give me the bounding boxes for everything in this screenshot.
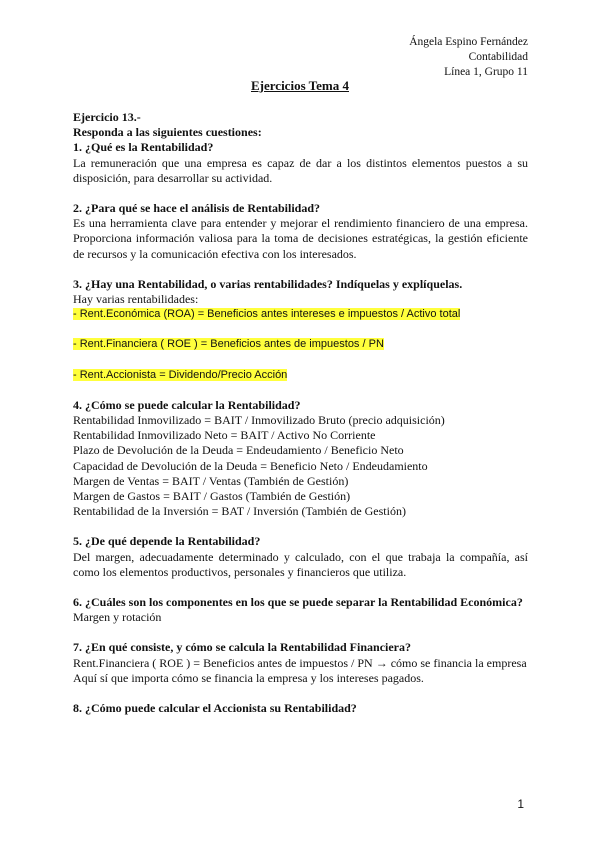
page-number: 1 bbox=[517, 797, 524, 811]
exercise-intro: Responda a las siguientes cuestiones: bbox=[73, 125, 262, 140]
answer-4-line: Rentabilidad de la Inversión = BAT / Inversión (También de Gestión) bbox=[73, 504, 406, 519]
answer-4-line: Margen de Ventas = BAIT / Ventas (También de Gestión) bbox=[73, 473, 349, 488]
question-5: 5. ¿De qué depende la Rentabilidad? bbox=[73, 534, 261, 549]
page-header bbox=[409, 35, 528, 80]
highlight: - Rent.Accionista = Dividendo/Precio Acción bbox=[73, 368, 288, 381]
document-body bbox=[73, 110, 528, 716]
answer-4-line: Capacidad de Devolución de la Deuda = Beneficio Neto / Endeudamiento bbox=[73, 458, 428, 473]
highlight: - Rent.Económica (ROA) = Beneficios antes intereses e impuestos / Activo total bbox=[73, 308, 461, 321]
answer-6: Margen y rotación bbox=[73, 610, 162, 625]
answer-2: Es una herramienta clave para entender y mejorar el rendimiento financiero de una empresa. Proporciona información valiosa para la toma de decisiones estratégicas, la gestión eficiente de recursos y la comunicación efectiva con los interesados. bbox=[73, 216, 528, 261]
question-8: 8. ¿Cómo puede calcular el Accionista su Rentabilidad? bbox=[73, 701, 357, 716]
exercise-label: Ejercicio 13.- bbox=[73, 110, 141, 124]
question-1: 1. ¿Qué es la Rentabilidad? bbox=[73, 140, 214, 155]
answer-4-line: Plazo de Devolución de la Deuda = Endeudamiento / Beneficio Neto bbox=[73, 443, 404, 458]
answer-3-intro: Hay varias rentabilidades: bbox=[73, 292, 199, 307]
answer-3-item bbox=[73, 307, 528, 322]
answer-7-note: Aquí sí que importa cómo se financia la empresa y los intereses pagados. bbox=[73, 670, 424, 685]
answer-3-item bbox=[73, 368, 528, 383]
answer-7-formula: Rent.Financiera ( ROE ) = Beneficios antes de impuestos / PN → cómo se financia la empresa bbox=[73, 655, 527, 670]
question-2: 2. ¿Para qué se hace el análisis de Rentabilidad? bbox=[73, 201, 321, 216]
header-subject: Contabilidad bbox=[468, 51, 528, 63]
header-group: Línea 1, Grupo 11 bbox=[444, 66, 528, 78]
question-4: 4. ¿Cómo se puede calcular la Rentabilidad? bbox=[73, 397, 301, 412]
header-author: Ángela Espino Fernández bbox=[409, 36, 528, 48]
answer-4-line: Rentabilidad Inmovilizado Neto = BAIT / Activo No Corriente bbox=[73, 428, 376, 443]
document-title: Ejercicios Tema 4 bbox=[251, 78, 349, 93]
answer-1: La remuneración que una empresa es capaz de dar a los distintos elementos puestos a su disposición, para desarrollar su actividad. bbox=[73, 155, 528, 185]
question-3: 3. ¿Hay una Rentabilidad, o varias rentabilidades? Indíquelas y explíquelas. bbox=[73, 276, 463, 291]
question-7: 7. ¿En qué consiste, y cómo se calcula la Rentabilidad Financiera? bbox=[73, 640, 412, 655]
answer-4-line: Margen de Gastos = BAIT / Gastos (También de Gestión) bbox=[73, 489, 351, 504]
answer-3-item bbox=[73, 337, 528, 352]
highlight: - Rent.Financiera ( ROE ) = Beneficios antes de impuestos / PN bbox=[73, 338, 384, 351]
question-6: 6. ¿Cuáles son los componentes en los que se puede separar la Rentabilidad Económica? bbox=[73, 595, 523, 610]
answer-4-line: Rentabilidad Inmovilizado = BAIT / Inmovilizado Bruto (precio adquisición) bbox=[73, 413, 445, 428]
answer-5: Del margen, adecuadamente determinado y calculado, con el que trabaja la compañía, así como los elementos productivos, personales y financieros que utiliza. bbox=[73, 549, 528, 579]
